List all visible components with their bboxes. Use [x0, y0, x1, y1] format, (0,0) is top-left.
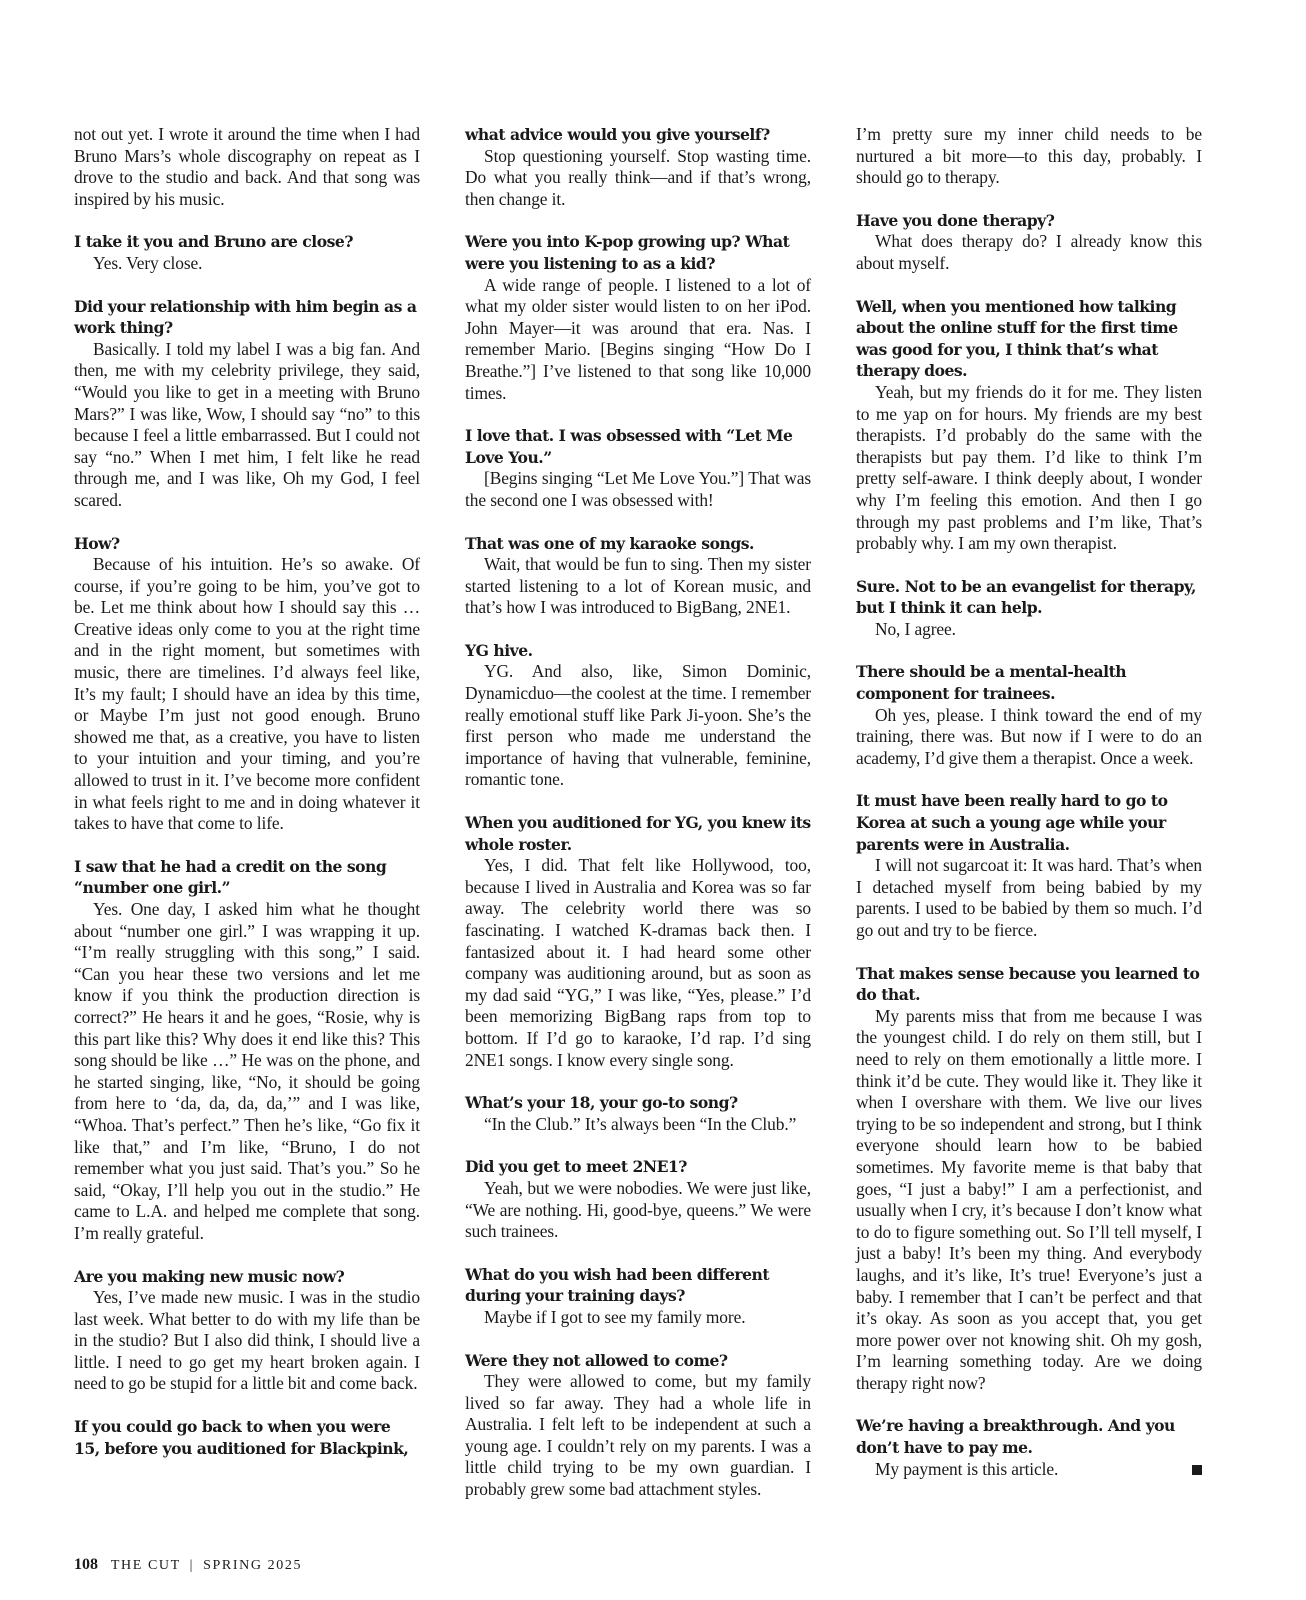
qa-block [856, 296, 1202, 555]
article-column-2 [465, 124, 811, 1522]
page-footer [74, 1556, 302, 1574]
article-column-1 [74, 124, 420, 1480]
end-of-article-mark [1192, 1465, 1202, 1475]
qa-block [74, 1416, 420, 1459]
interview-answer: Because of his intuition. He’s so awake. Of course, if you’re going to be him, you’ve got to be. Let me think about how I should say this … Creative ideas only come to you at the right time and in the right moment, but sometimes with music, there are timelines. I’d always feel like, It’s my fault; I should have an idea by this time, or Maybe I’m just not good enough. Bruno showed me that, as a creative, you have to listen to your intuition and your timing, and you’re allowed to trust in it. I’ve become more confident in what feels right to me and in doing whatever it takes to have that come to life. [74, 554, 420, 834]
qa-block [856, 790, 1202, 941]
page-number: 108 [74, 1556, 98, 1573]
interview-question: If you could go back to when you were 15, before you auditioned for Blackpink, [74, 1417, 409, 1458]
qa-block [856, 963, 1202, 1395]
interview-question: There should be a mental-health component for trainees. [856, 662, 1127, 704]
interview-answer: Yes. One day, I asked him what he thought about “number one girl.” I was wrapping it up. “I’m really struggling with this song,” I said. “Can you hear these two versions and let me know if you think the production direction is correct?” He hears it and he goes, “Rosie, why is this part like this? Why does it end like this? This song should be like …” He was on the phone, and he started singing, like, “No, it should be going from here to ‘da, da, da, da,’” and I was like, “Whoa. That’s perfect.” Then he’s like, “Go fix it like that,” and I’m like, “Bruno, I do not remember what you just said. That’s you.” So he said, “Okay, I’ll help you out in the studio.” He came to L.A. and helped me complete that song. I’m really grateful. [74, 899, 420, 1243]
interview-answer: My payment is this article. [856, 1459, 1202, 1481]
interview-question: Were they not allowed to come? [465, 1350, 728, 1370]
interview-question: YG hive. [465, 640, 533, 660]
interview-answer: YG. And also, like, Simon Dominic, Dynamicduo—the coolest at the time. I remember really emotional stuff like Park Ji-yoon. She’s the first person who made me understand the importance of having that vulnerable, feminine, romantic tone. [465, 661, 811, 790]
qa-block [465, 425, 811, 511]
interview-question: What do you wish had been different during your training days? [465, 1264, 770, 1306]
qa-block [465, 231, 811, 404]
interview-question: Were you into K-pop growing up? What were you listening to as a kid? [465, 232, 790, 273]
interview-answer: Basically. I told my label I was a big fan. And then, me with my celebrity privilege, they said, “Would you like to get in a meeting with Bruno Mars?” I was like, Wow, I should say “no” to this because I feel a little embarrassed. But I could not say “no.” When I met him, I felt like he read through me, and I was like, Oh my God, I feel scared. [74, 338, 420, 510]
interview-question: Well, when you mentioned how talking about the online stuff for the first time was good for you, I think that’s what therapy does. [856, 296, 1178, 381]
interview-answer: “In the Club.” It’s always been “In the Club.” [484, 1113, 797, 1134]
interview-answer: Yeah, but my friends do it for me. They listen to me yap on for hours. My friends are my best therapists. I’d probably do the same with the therapists but pay them. I’d like to think I’m pretty self-aware. I think deeply about, I wonder why I’m feeling this emotion. And then I go through my past problems and I’m like, That’s probably why. I am my own therapist. [856, 381, 1202, 554]
article-column-3 [856, 124, 1202, 1501]
interview-question: It must have been really hard to go to Korea at such a young age while your parents were in Australia. [856, 791, 1168, 854]
interview-question: How? [74, 533, 120, 553]
interview-question: what advice would you give yourself? [465, 125, 770, 144]
continued-answer [74, 124, 420, 210]
interview-answer: Yes. Very close. [93, 252, 203, 273]
continued-answer [856, 124, 1202, 189]
interview-question: What’s your 18, your go-to song? [465, 1093, 738, 1113]
qa-block [465, 533, 811, 619]
qa-block [856, 661, 1202, 769]
qa-block [74, 1266, 420, 1396]
interview-question: I take it you and Bruno are close? [74, 232, 353, 252]
interview-question: I love that. I was obsessed with “Let Me Love You.” [465, 426, 793, 467]
qa-block [74, 856, 420, 1245]
qa-block [465, 1092, 811, 1135]
qa-block [856, 1415, 1202, 1480]
interview-answer: They were allowed to come, but my family lived so far away. They had a whole life in Australia. I felt left to be independent at such a young age. I couldn’t rely on my parents. I was a little child trying to be my own guardian. I probably grew some bad attachment styles. [465, 1371, 811, 1500]
qa-block [74, 296, 420, 512]
interview-answer: Yes, I’ve made new music. I was in the studio last week. What better to do with my life than be in the studio? But I also did think, I should live a little. I need to go get my heart broken again. I need to go be stupid for a little bit and come back. [74, 1287, 420, 1394]
qa-block [856, 210, 1202, 275]
interview-answer: not out yet. I wrote it around the time when I had Bruno Mars’s whole discography on repeat as I drove to the studio and back. And that song was inspired by his music. [74, 124, 420, 209]
interview-answer: Oh yes, please. I think toward the end of my training, there was. But now if I were to do an academy, I’d give them a therapist. Once a week. [856, 704, 1202, 768]
interview-answer: I will not sugarcoat it: It was hard. That’s when I detached myself from being babied by my parents. I used to be babied by them so much. I’d go out and try to be fierce. [856, 855, 1202, 940]
interview-question: That was one of my karaoke songs. [465, 533, 754, 553]
qa-block [465, 1156, 811, 1242]
qa-block [465, 640, 811, 791]
interview-answer: [Begins singing “Let Me Love You.”] That was the second one I was obsessed with! [465, 468, 811, 510]
interview-question: Did you get to meet 2NE1? [465, 1157, 687, 1177]
interview-answer: Wait, that would be fun to sing. Then my sister started listening to a lot of Korean music, and that’s how I was introduced to BigBang, 2NE1. [465, 554, 811, 618]
interview-answer: No, I agree. [875, 618, 956, 639]
interview-question: Did your relationship with him begin as a work thing? [74, 296, 417, 338]
interview-answer: Yeah, but we were nobodies. We were just like, “We are nothing. Hi, good-bye, queens.” We were such trainees. [465, 1177, 811, 1242]
publication-name: THE CUT [110, 1558, 181, 1573]
interview-answer: I’m pretty sure my inner child needs to be nurtured a bit more—to this day, probably. I should go to therapy. [856, 124, 1202, 188]
interview-answer: What does therapy do? I already know this about myself. [856, 231, 1202, 273]
footer-separator: | [189, 1558, 195, 1573]
interview-question: When you auditioned for YG, you knew its whole roster. [465, 813, 811, 854]
qa-block [74, 533, 420, 835]
qa-block [74, 231, 420, 274]
qa-block [465, 1350, 811, 1501]
interview-question: I saw that he had a credit on the song “number one girl.” [74, 856, 387, 898]
interview-answer: Yes, I did. That felt like Hollywood, too, because I lived in Australia and Korea was so far away. The celebrity world there was so fascinating. I watched K-dramas back then. I fantasized about it. I had heard some other company was auditioning around, but as soon as my dad said “YG,” I was like, “Yes, please.” I’d been memorizing BigBang raps from top to bottom. If I’d go to karaoke, I’d rap. I’d sing 2NE1 songs. I know every single song. [465, 855, 811, 1070]
interview-question: Have you done therapy? [856, 210, 1055, 230]
qa-block [465, 812, 811, 1071]
interview-answer: A wide range of people. I listened to a lot of what my older sister would listen to on her iPod. John Mayer—it was around that era. Nas. I remember Mario. [Begins singing “How Do I Breathe.”] I’ve listened to that song like 10,000 times. [465, 274, 811, 403]
qa-block [465, 1264, 811, 1329]
interview-answer: My parents miss that from me because I was the youngest child. I do rely on them still, but I need to rely on them emotionally a little more. I think it’d be cute. They would like it. They like it when I overshare with them. We live our lives trying to be so independent and strong, but I think everyone should learn how to be babied sometimes. My favorite meme is that baby that goes, “I just a baby!” I am a perfectionist, and usually when I cry, it’s because I don’t know what to do to figure something out. So I’ll tell myself, I just a baby! It’s been my thing. And everybody laughs, and it’s like, It’s true! Everyone’s just a baby. I remember that I can’t be perfect and that it’s okay. As soon as you accept that, you get more power over not knowing shit. Oh my gosh, I’m learning something today. Are we doing therapy right now? [856, 1005, 1202, 1393]
qa-block [465, 124, 811, 210]
issue-date: SPRING 2025 [203, 1558, 303, 1573]
interview-question: We’re having a breakthrough. And you don’t have to pay me. [856, 1416, 1175, 1458]
qa-block [856, 576, 1202, 641]
interview-question: That makes sense because you learned to do that. [856, 963, 1200, 1005]
interview-answer: Stop questioning yourself. Stop wasting time. Do what you really think—and if that’s wrong, then change it. [465, 145, 811, 209]
interview-question: Sure. Not to be an evangelist for therapy, but I think it can help. [856, 576, 1196, 618]
interview-question: Are you making new music now? [74, 1266, 345, 1286]
interview-answer: Maybe if I got to see my family more. [484, 1306, 746, 1327]
